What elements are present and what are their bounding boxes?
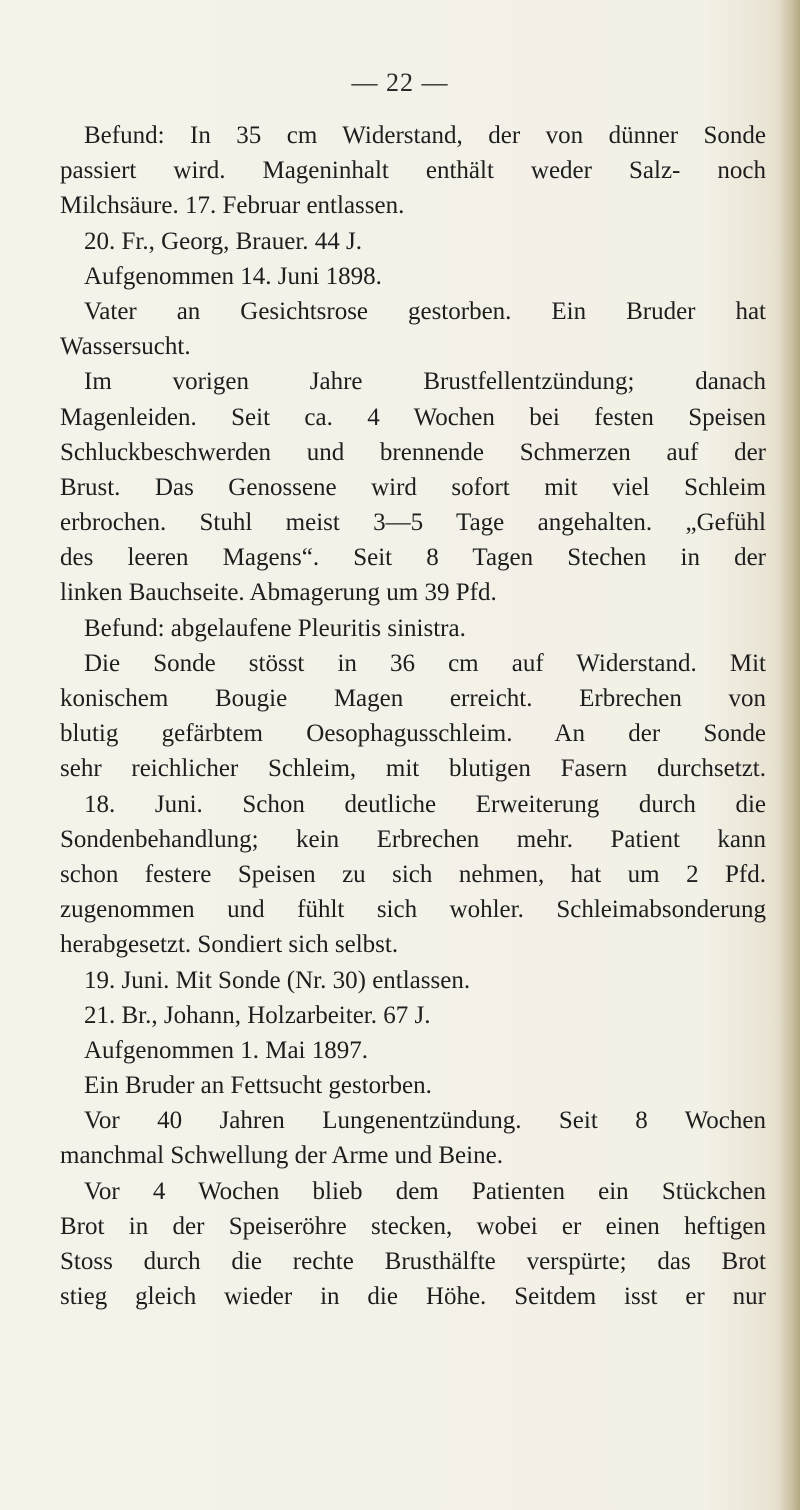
text-line: Befund: abgelaufene Pleuritis sinistra. <box>84 614 466 642</box>
text-line: Im vorigen Jahre Brustfellentzündung; danach <box>84 368 766 396</box>
text-line: schon festere Speisen zu sich nehmen, hat um 2 Pfd. <box>60 860 766 888</box>
text-line: manchmal Schwellung der Arme und Beine. <box>60 1142 503 1170</box>
text-line: Vater an Gesichtsrose gestorben. Ein Bruder hat <box>84 297 766 325</box>
text-line: Wassersucht. <box>60 333 191 361</box>
text-line: 21. Br., Johann, Holzarbeiter. 67 J. <box>84 1001 431 1029</box>
text-line: Sondenbehandlung; kein Erbrechen mehr. Patient kann <box>60 825 766 853</box>
text-line: Vor 40 Jahren Lungenentzündung. Seit 8 Wochen <box>84 1107 766 1135</box>
page-edge-shadow <box>778 0 800 1510</box>
text-line: Milchsäure. 17. Februar entlassen. <box>60 192 405 220</box>
text-line: Brot in der Speiseröhre stecken, wobei er einen heftigen <box>60 1212 766 1240</box>
text-line: Die Sonde stösst in 36 cm auf Widerstand. Mit <box>84 649 766 677</box>
text-line: Aufgenommen 14. Juni 1898. <box>84 262 382 290</box>
text-line: Aufgenommen 1. Mai 1897. <box>84 1036 368 1064</box>
text-line: Magenleiden. Seit ca. 4 Wochen bei festen Speisen <box>60 403 766 431</box>
text-line: Ein Bruder an Fettsucht gestorben. <box>84 1072 432 1100</box>
text-line: konischem Bougie Magen erreicht. Erbrechen von <box>60 685 766 712</box>
text-line: Schluckbeschwerden und brennende Schmerzen auf der <box>60 438 766 466</box>
text-line: erbrochen. Stuhl meist 3—5 Tage angehalten. „Gefühl <box>60 509 766 537</box>
text-line: zugenommen und fühlt sich wohler. Schleimabsonderung <box>60 896 766 924</box>
page-number: — 22 — <box>351 68 449 97</box>
text-line: Vor 4 Wochen blieb dem Patienten ein Stückchen <box>84 1177 766 1205</box>
text-line: blutig gefärbtem Oesophagusschleim. An der Sonde <box>60 720 766 748</box>
text-line: 18. Juni. Schon deutliche Erweiterung durch die <box>84 790 766 818</box>
text-line: linken Bauchseite. Abmagerung um 39 Pfd. <box>60 579 497 607</box>
text-line: Befund: In 35 cm Widerstand, der von dünner Sonde <box>84 122 766 149</box>
text-line: herabgesetzt. Sondiert sich selbst. <box>60 931 399 959</box>
text-line: Brust. Das Genossene wird sofort mit viel Schleim <box>60 473 766 501</box>
text-line: sehr reichlicher Schleim, mit blutigen Fasern durchsetzt. <box>60 755 766 783</box>
body-text <box>60 118 766 1314</box>
text-line: Stoss durch die rechte Brusthälfte verspürte; das Brot <box>60 1248 766 1275</box>
text-line: 19. Juni. Mit Sonde (Nr. 30) entlassen. <box>84 966 471 994</box>
text-line: stieg gleich wieder in die Höhe. Seitdem isst er nur <box>60 1283 766 1311</box>
text-line: 20. Fr., Georg, Brauer. 44 J. <box>84 227 362 255</box>
text-line: passiert wird. Mageninhalt enthält weder Salz- noch <box>60 157 766 185</box>
text-line: des leeren Magens“. Seit 8 Tagen Stechen in der <box>60 544 766 572</box>
